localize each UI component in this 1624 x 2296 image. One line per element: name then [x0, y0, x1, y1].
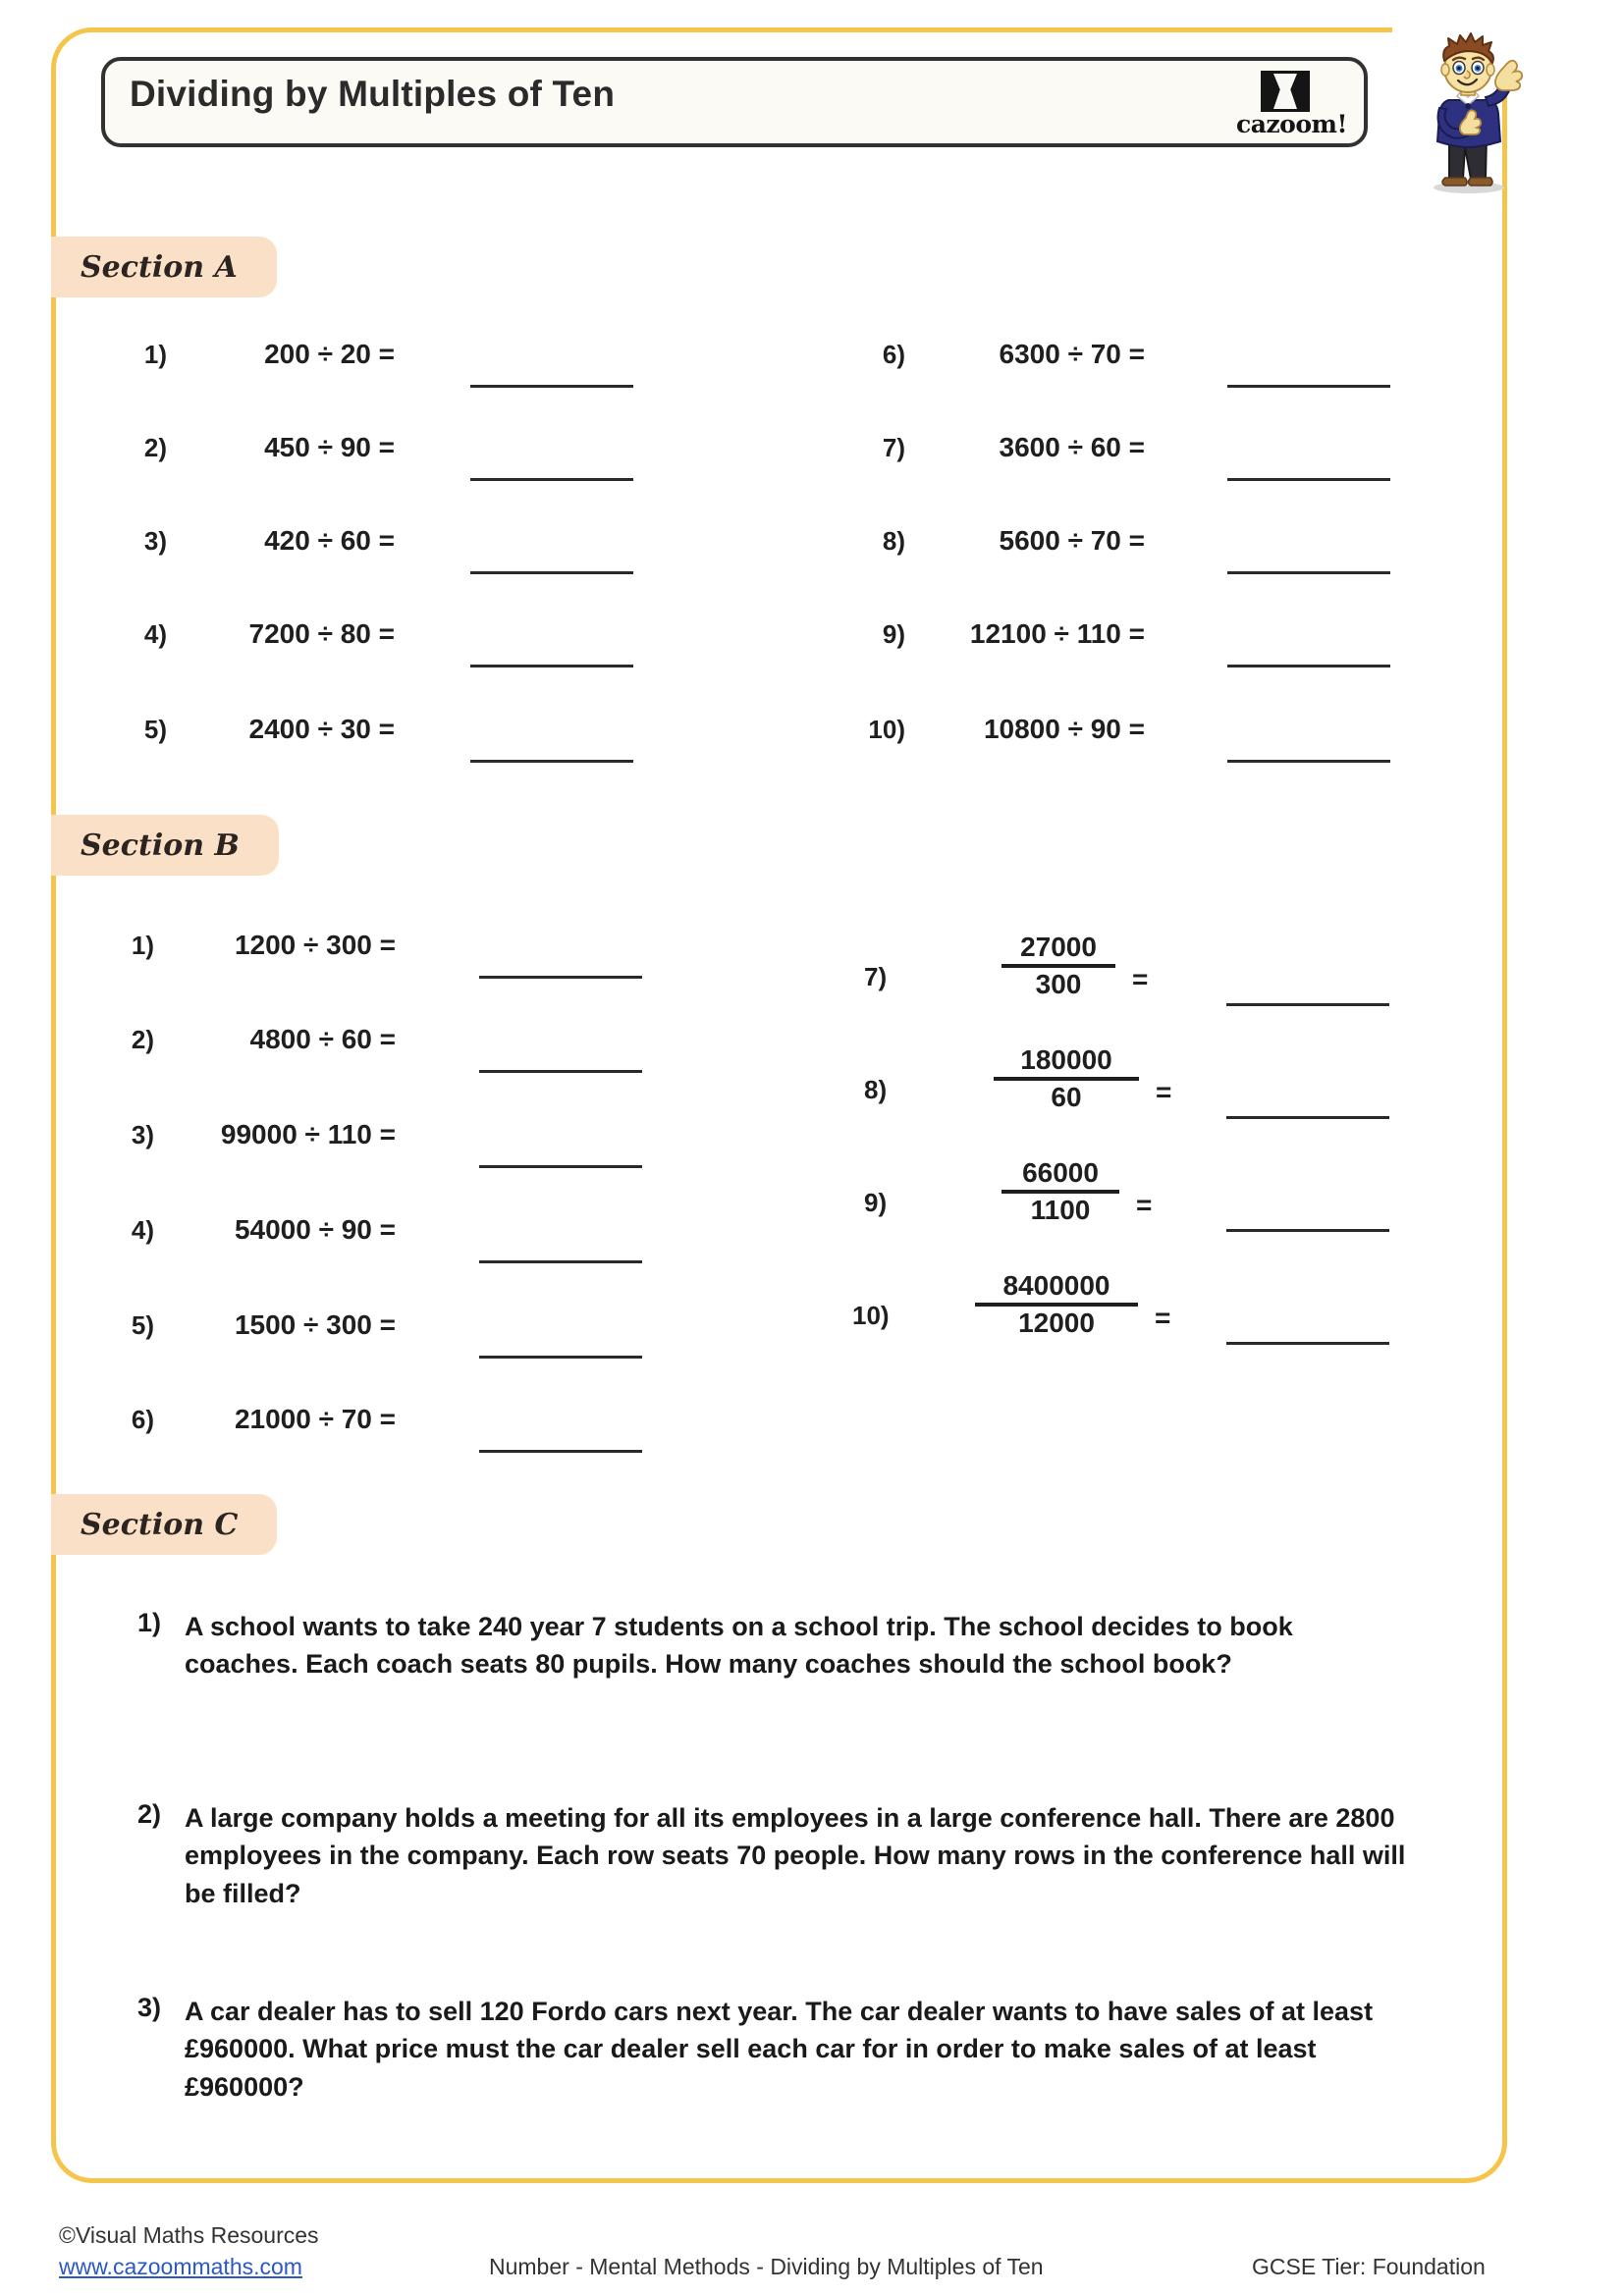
question-row [103, 1024, 396, 1055]
cazoom-logo [1226, 69, 1357, 137]
answer-line[interactable] [470, 478, 633, 481]
section-a-label: Section A [81, 249, 238, 285]
question-number: 10) [868, 715, 905, 744]
fraction-denominator: 12000 [1018, 1308, 1095, 1339]
question-row [103, 1404, 396, 1435]
question-number: 5) [143, 715, 167, 744]
word-problem [137, 1799, 1424, 1912]
question-row [844, 618, 1145, 650]
question-expression: 1500 ÷ 300 = [234, 1309, 396, 1340]
answer-line[interactable] [1226, 1003, 1389, 1006]
question-row [103, 930, 396, 961]
answer-line[interactable] [1226, 1342, 1389, 1345]
question-expression: 6300 ÷ 70 = [999, 339, 1145, 369]
page-title: Dividing by Multiples of Ten [130, 74, 616, 114]
question-row [103, 1214, 396, 1246]
boy-thumbs-up-mascot [1406, 31, 1530, 193]
question-row [844, 339, 1145, 370]
fraction-denominator: 300 [1035, 969, 1082, 1000]
question-number: 7) [864, 962, 888, 991]
answer-line[interactable] [479, 1070, 642, 1073]
fraction-numerator: 66000 [1022, 1157, 1099, 1188]
question-number: 3) [131, 1120, 154, 1149]
question-text: A school wants to take 240 year 7 students on a school trip. The school decides to book coaches. Each coach seats 80 pupils. How many coaches should the school book? [185, 1612, 1293, 1680]
question-number: 6) [131, 1405, 154, 1434]
question-row [108, 714, 395, 745]
fraction-denominator: 1100 [1030, 1195, 1091, 1226]
answer-line[interactable] [479, 1260, 642, 1263]
hourglass-icon [1261, 71, 1310, 112]
question-number: 1) [137, 1608, 162, 1637]
footer-website-link[interactable]: www.cazoommaths.com [59, 2254, 302, 2279]
question-number: 6) [882, 340, 905, 369]
answer-line[interactable] [479, 1356, 642, 1359]
question-number: 3) [137, 1993, 162, 2022]
section-b-label: Section B [81, 828, 240, 863]
question-number: 9) [882, 619, 905, 649]
question-expression: 2400 ÷ 30 = [248, 714, 395, 744]
answer-line[interactable] [1227, 760, 1390, 763]
question-expression: 1200 ÷ 300 = [234, 930, 396, 960]
answer-line[interactable] [1226, 1229, 1389, 1232]
answer-line[interactable] [479, 1165, 642, 1168]
fraction-bar [1001, 1190, 1119, 1194]
question-number: 2) [131, 1025, 154, 1054]
section-tab-b [51, 815, 279, 876]
footer-tier: GCSE Tier: Foundation [1252, 2254, 1486, 2279]
question-expression: 420 ÷ 60 = [264, 525, 395, 556]
answer-line[interactable] [1226, 1116, 1389, 1119]
question-number: 1) [143, 340, 167, 369]
answer-line[interactable] [470, 385, 633, 388]
answer-line[interactable] [1227, 665, 1390, 667]
fraction-bar [994, 1077, 1139, 1081]
question-expression: 10800 ÷ 90 = [983, 714, 1145, 744]
question-number: 7) [882, 433, 905, 462]
word-problem [137, 1608, 1394, 1683]
question-row [103, 1119, 396, 1150]
question-number: 8) [864, 1075, 888, 1104]
footer-copyright: ©Visual Maths Resources [59, 2222, 319, 2248]
question-number: 3) [143, 526, 167, 556]
equals-sign: = [1155, 1303, 1171, 1333]
fraction-numerator: 8400000 [1002, 1270, 1110, 1301]
question-expression: 200 ÷ 20 = [264, 339, 395, 369]
footer-topic: Number - Mental Methods - Dividing by Multiples of Ten [489, 2254, 1044, 2279]
answer-line[interactable] [479, 1450, 642, 1453]
question-expression: 21000 ÷ 70 = [234, 1404, 396, 1434]
answer-line[interactable] [1227, 385, 1390, 388]
question-row [108, 432, 395, 463]
answer-line[interactable] [479, 976, 642, 979]
fraction [975, 1271, 1138, 1338]
equals-sign: = [1156, 1077, 1172, 1107]
word-problem [137, 1993, 1414, 2106]
question-number: 8) [882, 526, 905, 556]
fraction-numerator: 180000 [1020, 1044, 1112, 1075]
answer-line[interactable] [1227, 478, 1390, 481]
fraction [1001, 933, 1115, 999]
question-expression: 54000 ÷ 90 = [234, 1214, 396, 1245]
fraction [994, 1045, 1139, 1112]
question-expression: 5600 ÷ 70 = [999, 525, 1145, 556]
question-expression: 7200 ÷ 80 = [248, 618, 395, 649]
question-number: 5) [131, 1310, 154, 1340]
question-row [108, 339, 395, 370]
question-number: 10) [852, 1301, 890, 1330]
answer-line[interactable] [1227, 571, 1390, 574]
answer-line[interactable] [470, 760, 633, 763]
fraction-bar [975, 1303, 1138, 1307]
question-number: 4) [143, 619, 167, 649]
section-c-label: Section C [81, 1507, 239, 1542]
section-tab-a [51, 237, 277, 297]
question-number: 4) [131, 1215, 154, 1245]
fraction-bar [1001, 964, 1115, 968]
equals-sign: = [1136, 1190, 1153, 1220]
question-row [103, 1309, 396, 1341]
question-number: 2) [143, 433, 167, 462]
question-expression: 4800 ÷ 60 = [249, 1024, 396, 1054]
question-number: 1) [131, 931, 154, 960]
section-tab-c [51, 1494, 277, 1555]
question-row [108, 618, 395, 650]
question-row [108, 525, 395, 557]
question-expression: 12100 ÷ 110 = [969, 618, 1145, 649]
fraction-denominator: 60 [1051, 1082, 1082, 1113]
answer-line[interactable] [470, 665, 633, 667]
question-row [844, 432, 1145, 463]
fraction [1001, 1158, 1119, 1225]
question-expression: 3600 ÷ 60 = [999, 432, 1145, 462]
question-number: 9) [864, 1188, 888, 1217]
question-text: A large company holds a meeting for all its employees in a large conference hall. There are 2800 employees in the company. Each row seats 70 people. How many rows in the conference hall will be filled? [185, 1803, 1406, 1908]
equals-sign: = [1132, 964, 1149, 994]
question-expression: 99000 ÷ 110 = [220, 1119, 396, 1149]
question-expression: 450 ÷ 90 = [264, 432, 395, 462]
question-row [833, 714, 1145, 745]
logo-wordmark: cazoom! [1236, 110, 1347, 138]
question-row [844, 525, 1145, 557]
fraction-numerator: 27000 [1020, 932, 1097, 962]
question-text: A car dealer has to sell 120 Fordo cars next year. The car dealer wants to have sales of at least £960000. What price must the car dealer sell each car for in order to make sales of at least £960000? [185, 1997, 1374, 2102]
question-number: 2) [137, 1799, 162, 1829]
answer-line[interactable] [470, 571, 633, 574]
